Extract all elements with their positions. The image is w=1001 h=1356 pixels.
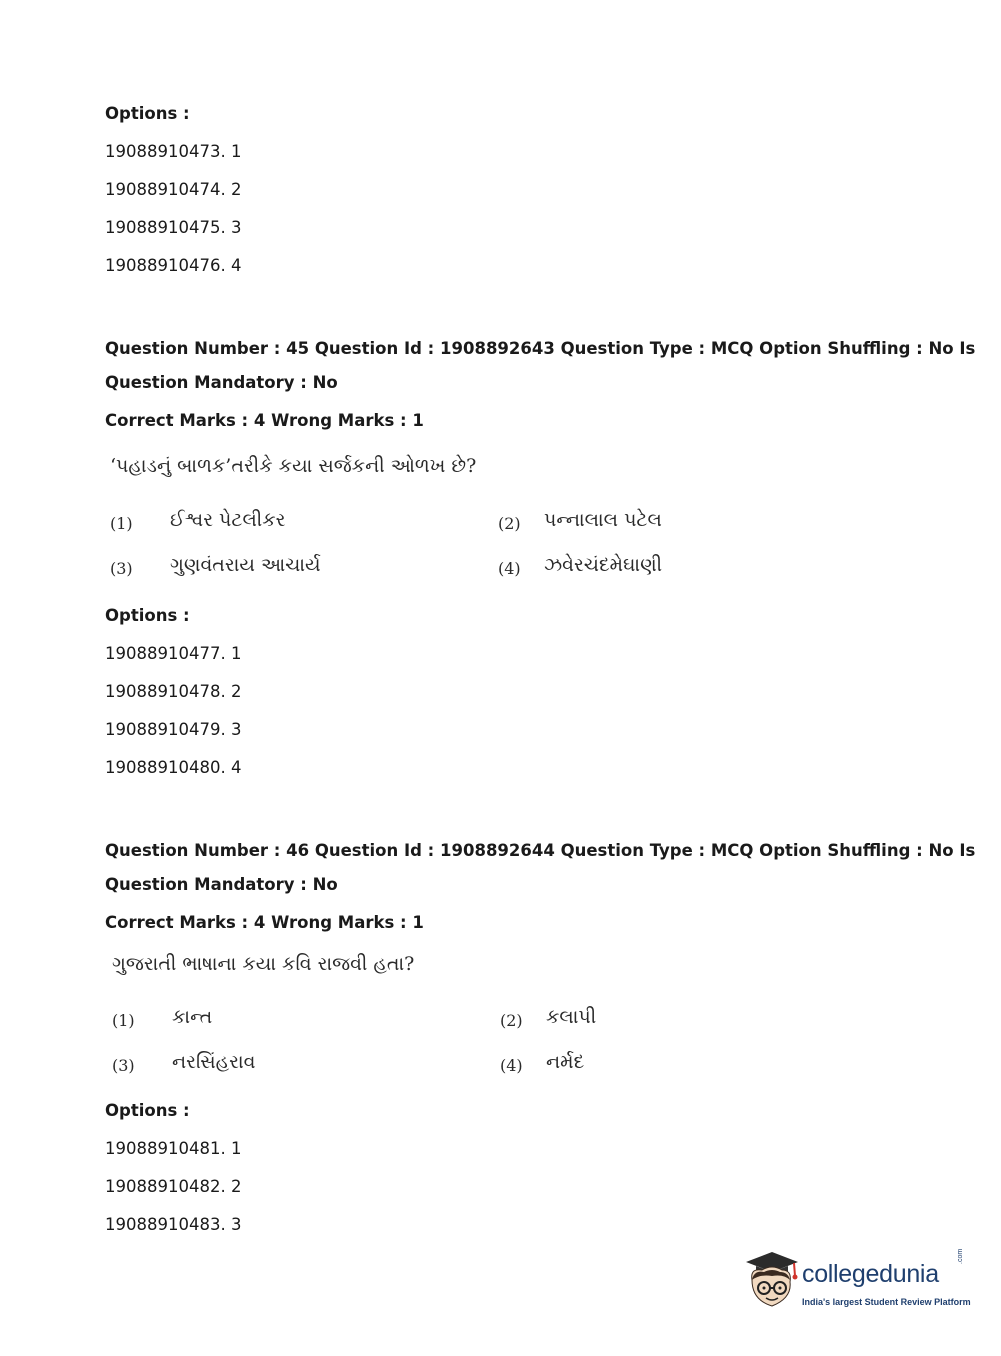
option-item: 19088910480. 4 <box>105 758 242 777</box>
choice-number: (1) <box>112 1011 135 1030</box>
choice-text: નરસિંહરાવ <box>172 1051 256 1073</box>
logo-suffix: .com <box>957 1248 964 1264</box>
option-item: 19088910483. 3 <box>105 1215 242 1234</box>
option-item: 19088910478. 2 <box>105 682 242 701</box>
choice-number: (4) <box>498 559 521 578</box>
choice-number: (2) <box>500 1011 523 1030</box>
logo-wordmark: collegedunia <box>802 1260 939 1288</box>
options-label: Options : <box>105 606 190 625</box>
choice-text: કલાપી <box>546 1006 597 1028</box>
question-mandatory: Question Mandatory : No <box>105 373 338 392</box>
question-header: Question Number : 46 Question Id : 1908892644 Question Type : MCQ Option Shuffling : No Is <box>105 841 976 860</box>
choice-text: ઈશ્વર પેટલીકર <box>170 509 286 531</box>
marks-line: Correct Marks : 4 Wrong Marks : 1 <box>105 913 424 932</box>
choice-number: (2) <box>498 514 521 533</box>
marks-line: Correct Marks : 4 Wrong Marks : 1 <box>105 411 424 430</box>
option-item: 19088910475. 3 <box>105 218 242 237</box>
question-header: Question Number : 45 Question Id : 1908892643 Question Type : MCQ Option Shuffling : No Is <box>105 339 976 358</box>
choice-text: પન્નાલાલ પટેલ <box>544 509 662 531</box>
question-text: ‘પહાડનું બાળક’તરીકે કયા સર્જકની ઓળખ છે? <box>110 455 477 477</box>
option-item: 19088910482. 2 <box>105 1177 242 1196</box>
choice-number: (4) <box>500 1056 523 1075</box>
options-label: Options : <box>105 1101 190 1120</box>
choice-text: ઝવેરચંદમેઘાણી <box>544 554 663 576</box>
collegedunia-logo <box>742 1250 972 1312</box>
option-item: 19088910479. 3 <box>105 720 242 739</box>
mascot-icon <box>742 1250 800 1312</box>
option-item: 19088910473. 1 <box>105 142 242 161</box>
option-item: 19088910477. 1 <box>105 644 242 663</box>
choice-number: (1) <box>110 514 133 533</box>
choice-text: ગુણવંતરાય આચાર્ય <box>170 554 321 576</box>
question-text: ગુજરાતી ભાષાના કયા કવિ રાજવી હતા? <box>112 953 415 975</box>
question-mandatory: Question Mandatory : No <box>105 875 338 894</box>
options-label: Options : <box>105 104 190 123</box>
choice-number: (3) <box>110 559 133 578</box>
option-item: 19088910481. 1 <box>105 1139 242 1158</box>
option-item: 19088910474. 2 <box>105 180 242 199</box>
choice-number: (3) <box>112 1056 135 1075</box>
option-item: 19088910476. 4 <box>105 256 242 275</box>
choice-text: કાન્ત <box>172 1006 213 1028</box>
choice-text: નર્મદ <box>546 1051 585 1073</box>
logo-tagline: India's largest Student Review Platform <box>802 1297 971 1307</box>
